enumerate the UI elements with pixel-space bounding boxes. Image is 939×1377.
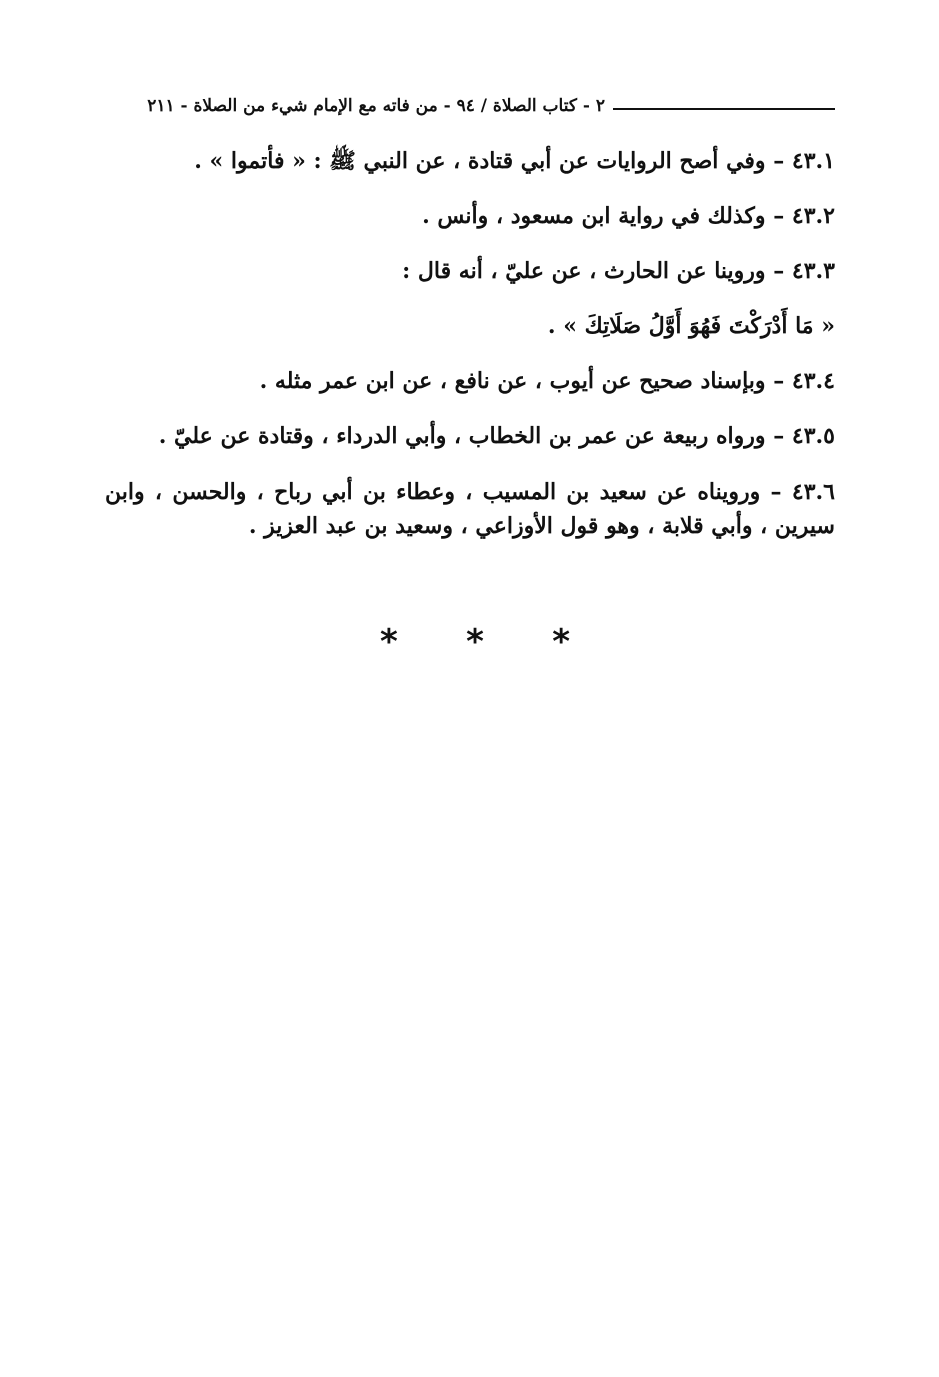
paragraph-43-4 — [105, 365, 835, 397]
paragraph-text: وكذلك في رواية ابن مسعود ، وأنس . — [422, 203, 766, 229]
running-header — [105, 92, 835, 122]
paragraph-text: وبإسناد صحيح عن أيوب ، عن نافع ، عن ابن عمر مثله . — [259, 368, 766, 394]
header-title: ٢ - كتاب الصلاة / ٩٤ - من فاته مع الإمام شيء من الصلاة - ٢١١ — [147, 96, 605, 116]
page-body — [105, 145, 835, 566]
paragraph-text: ورويناه عن سعيد بن المسيب ، وعطاء بن أبي رباح ، والحسن ، وابن سيرين ، وأبي قلابة ، وهو قول الأوزاعي ، وسعيد بن عبد العزيز . — [105, 479, 835, 539]
dash: – — [765, 368, 785, 394]
paragraph-number: ٤٣.٢ — [791, 203, 835, 229]
asterisk-icon: * — [466, 622, 484, 662]
paragraph-number: ٤٣.٤ — [791, 368, 835, 394]
section-separator — [380, 622, 570, 662]
hadith-quote — [105, 310, 835, 342]
dash: – — [765, 203, 785, 229]
paragraph-text: وروينا عن الحارث ، عن عليّ ، أنه قال : — [402, 258, 766, 284]
paragraph-text: ورواه ربيعة عن عمر بن الخطاب ، وأبي الدرداء ، وقتادة عن عليّ . — [158, 423, 766, 449]
paragraph-text: وفي أصح الروايات عن أبي قتادة ، عن النبي ﷺ : « فأتموا » . — [194, 148, 766, 174]
paragraph-number: ٤٣.٥ — [791, 423, 835, 449]
paragraph-43-2 — [105, 200, 835, 232]
quote-text: « مَا أَدْرَكْتَ فَهُوَ أَوَّلُ صَلَاتِكَ » . — [547, 313, 835, 339]
asterisk-icon: * — [552, 622, 570, 662]
paragraph-number: ٤٣.٣ — [791, 258, 835, 284]
dash: – — [760, 479, 782, 505]
dash: – — [765, 258, 785, 284]
paragraph-number: ٤٣.٦ — [791, 479, 835, 505]
paragraph-43-6 — [105, 475, 835, 543]
asterisk-icon: * — [380, 622, 398, 662]
header-rule — [613, 108, 835, 110]
dash: – — [765, 423, 785, 449]
dash: – — [765, 148, 785, 174]
paragraph-43-1 — [105, 145, 835, 177]
paragraph-43-5 — [105, 420, 835, 452]
paragraph-43-3 — [105, 255, 835, 287]
paragraph-number: ٤٣.١ — [791, 148, 835, 174]
